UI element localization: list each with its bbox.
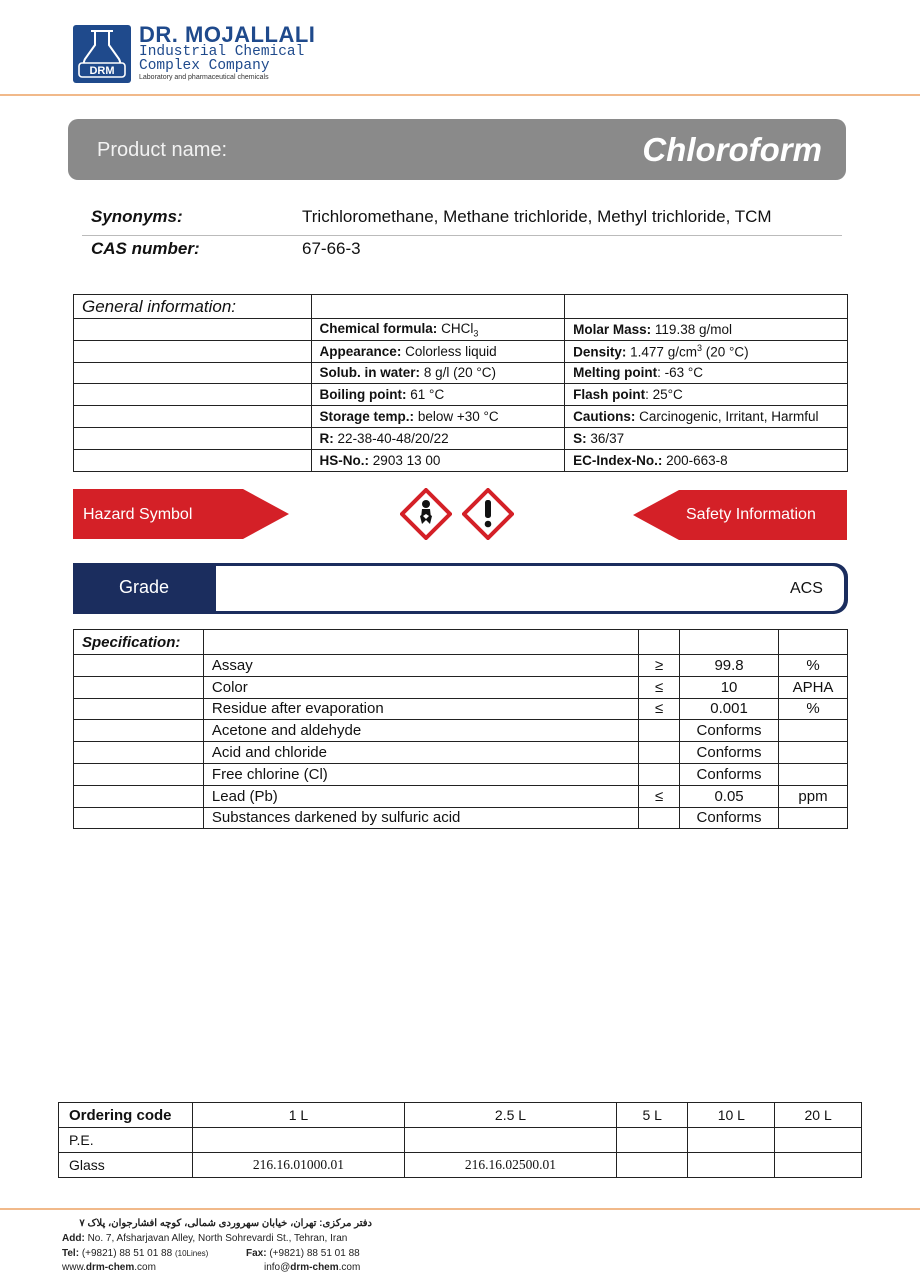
cell-label: R: [319,430,334,446]
spec-value: Conforms [680,720,779,742]
tel-note: (10Lines) [174,1249,209,1258]
footer-fax [246,1248,360,1259]
hazard-symbol-label: Hazard Symbol [83,506,193,523]
footer-divider [0,1208,920,1210]
packaging-label: P.E. [59,1128,193,1153]
synonyms-value: Trichloromethane, Methane trichloride, Methyl trichloride, TCM [302,207,772,226]
synonyms-label: Synonyms: [91,207,183,226]
cell-value: : -63 °C [657,365,704,381]
brand-line-1: Industrial Chemical [139,44,305,60]
email-prefix: info@ [264,1262,291,1273]
website-link[interactable] [62,1262,156,1273]
spec-unit [779,763,848,785]
table-row [59,1153,862,1178]
cell-value: 36/37 [590,430,625,446]
table-row [59,1128,862,1153]
cas-label: CAS number: [91,239,200,258]
order-code: 216.16.01000.01 [193,1153,405,1178]
table-row [74,785,848,807]
cell-label: Solub. in water: [319,365,421,381]
spec-value: 0.05 [680,785,779,807]
order-code: 216.16.02500.01 [404,1153,616,1178]
footer-address [62,1233,347,1244]
spec-operator: ≥ [639,655,680,677]
order-code [616,1128,688,1153]
spec-unit: % [779,655,848,677]
tel-label: Tel: [62,1248,80,1259]
table-row [74,449,848,471]
health-hazard-icon [400,488,452,540]
spec-operator: ≤ [639,676,680,698]
order-code [404,1128,616,1153]
spec-operator [639,720,680,742]
cell-label: HS-No.: [319,452,370,468]
table-row [74,676,848,698]
fax-value: (+9821) 88 51 01 88 [269,1248,360,1259]
size-header: 10 L [688,1103,775,1128]
ordering-title: Ordering code [59,1103,193,1128]
spec-name: Acetone and aldehyde [203,720,638,742]
address-value: No. 7, Afsharjavan Alley, North Sohrevardi St., Tehran, Iran [87,1233,348,1244]
grade-value-box [216,566,844,611]
web-suffix: .com [134,1262,156,1273]
spec-unit: % [779,698,848,720]
size-header: 2.5 L [404,1103,616,1128]
cell-value: 200-663-8 [666,452,728,468]
spec-value: 99.8 [680,655,779,677]
web-prefix: www. [62,1262,86,1273]
fax-label: Fax: [246,1248,267,1259]
cell-label: Molar Mass: [573,321,652,337]
cell-label: Boiling point: [319,387,407,403]
product-name-label: Product name: [97,139,228,161]
spec-name: Substances darkened by sulfuric acid [203,807,638,829]
safety-info-label: Safety Information [686,506,816,523]
cell-label: S: [573,430,587,446]
grade-label: Grade [119,577,170,597]
order-code [688,1153,775,1178]
spec-name: Lead (Pb) [203,785,638,807]
flask-logo-icon [73,25,131,83]
spec-operator [639,763,680,785]
divider [82,235,842,236]
spec-unit [779,720,848,742]
cell-value: 8 g/l (20 °C) [423,365,496,381]
order-code [193,1128,405,1153]
brand-title: DR. MOJALLALI [139,22,316,47]
spec-value: 0.001 [680,698,779,720]
address-label: Add: [62,1233,85,1244]
spec-value: Conforms [680,763,779,785]
table-row [74,384,848,406]
cell-value-tail: (20 °C) [705,344,749,360]
spec-name: Residue after evaporation [203,698,638,720]
spec-unit: APHA [779,676,848,698]
cell-value: 61 °C [410,387,445,403]
cell-value: below +30 °C [417,409,499,425]
web-domain: drm-chem [85,1262,135,1273]
general-info-table [73,294,848,472]
cell-superscript: 3 [696,342,702,353]
spec-operator: ≤ [639,785,680,807]
cell-label: Cautions: [573,409,636,425]
brand-line-2: Complex Company [139,58,270,74]
cell-label: Storage temp.: [319,409,415,425]
email-suffix: .com [338,1262,361,1273]
footer-tel [62,1248,208,1259]
cell-label: EC-Index-No.: [573,452,663,468]
cell-value: Colorless liquid [405,343,497,359]
spec-operator [639,742,680,764]
cell-value: : 25°C [645,387,683,403]
spec-operator [639,807,680,829]
spec-name: Color [203,676,638,698]
order-code [775,1128,862,1153]
order-code [688,1128,775,1153]
table-row [74,655,848,677]
cell-value: 22-38-40-48/20/22 [337,430,449,446]
cell-label: Flash point [573,387,646,403]
email-domain: drm-chem [290,1262,339,1273]
general-info-title: General information: [74,295,312,319]
cell-subscript: 3 [473,328,479,339]
spec-name: Free chlorine (Cl) [203,763,638,785]
order-code [616,1153,688,1178]
specification-title: Specification: [74,630,204,655]
spec-name: Assay [203,655,638,677]
cas-value: 67-66-3 [302,239,361,258]
grade-value: ACS [790,580,823,597]
cell-value: CHCl [441,320,474,336]
cell-value: 119.38 g/mol [654,321,732,337]
spec-unit [779,742,848,764]
spec-operator: ≤ [639,698,680,720]
footer-farsi-address: دفتر مرکزی: تهران، خیابان سهروردی شمالی، کوچه افشارجوان، پلاک ۷ [79,1218,372,1229]
size-header: 5 L [616,1103,688,1128]
spec-unit: ppm [779,785,848,807]
spec-value: 10 [680,676,779,698]
cell-value: 1.477 g/cm [630,344,697,360]
size-header: 20 L [775,1103,862,1128]
ordering-code-table [58,1102,862,1178]
cell-label: Density: [573,344,627,360]
cell-label: Appearance: [319,343,402,359]
header-divider [0,94,920,96]
order-code [775,1153,862,1178]
brand-line-3: Laboratory and pharmaceutical chemicals [139,74,269,81]
tel-value: (+9821) 88 51 01 88 [81,1248,173,1259]
table-row [74,319,848,341]
exclamation-icon [462,488,514,540]
size-header: 1 L [193,1103,405,1128]
spec-value: Conforms [680,807,779,829]
spec-name: Acid and chloride [203,742,638,764]
spec-value: Conforms [680,742,779,764]
table-row [74,807,848,829]
cell-label: Chemical formula: [319,320,438,336]
table-row [74,362,848,384]
cell-value: 2903 13 00 [372,452,441,468]
table-row [74,427,848,449]
cell-value: Carcinogenic, Irritant, Harmful [639,409,819,425]
table-row [74,720,848,742]
table-row [74,763,848,785]
product-name: Chloroform [642,131,822,168]
table-row [74,698,848,720]
packaging-label: Glass [59,1153,193,1178]
email-link[interactable] [264,1262,360,1273]
specification-table [73,629,848,829]
table-row [74,406,848,428]
cell-label: Melting point [573,365,658,381]
table-row [74,742,848,764]
spec-unit [779,807,848,829]
company-logo [73,25,131,83]
table-row [74,340,848,362]
logo-text: DRM [89,65,115,77]
